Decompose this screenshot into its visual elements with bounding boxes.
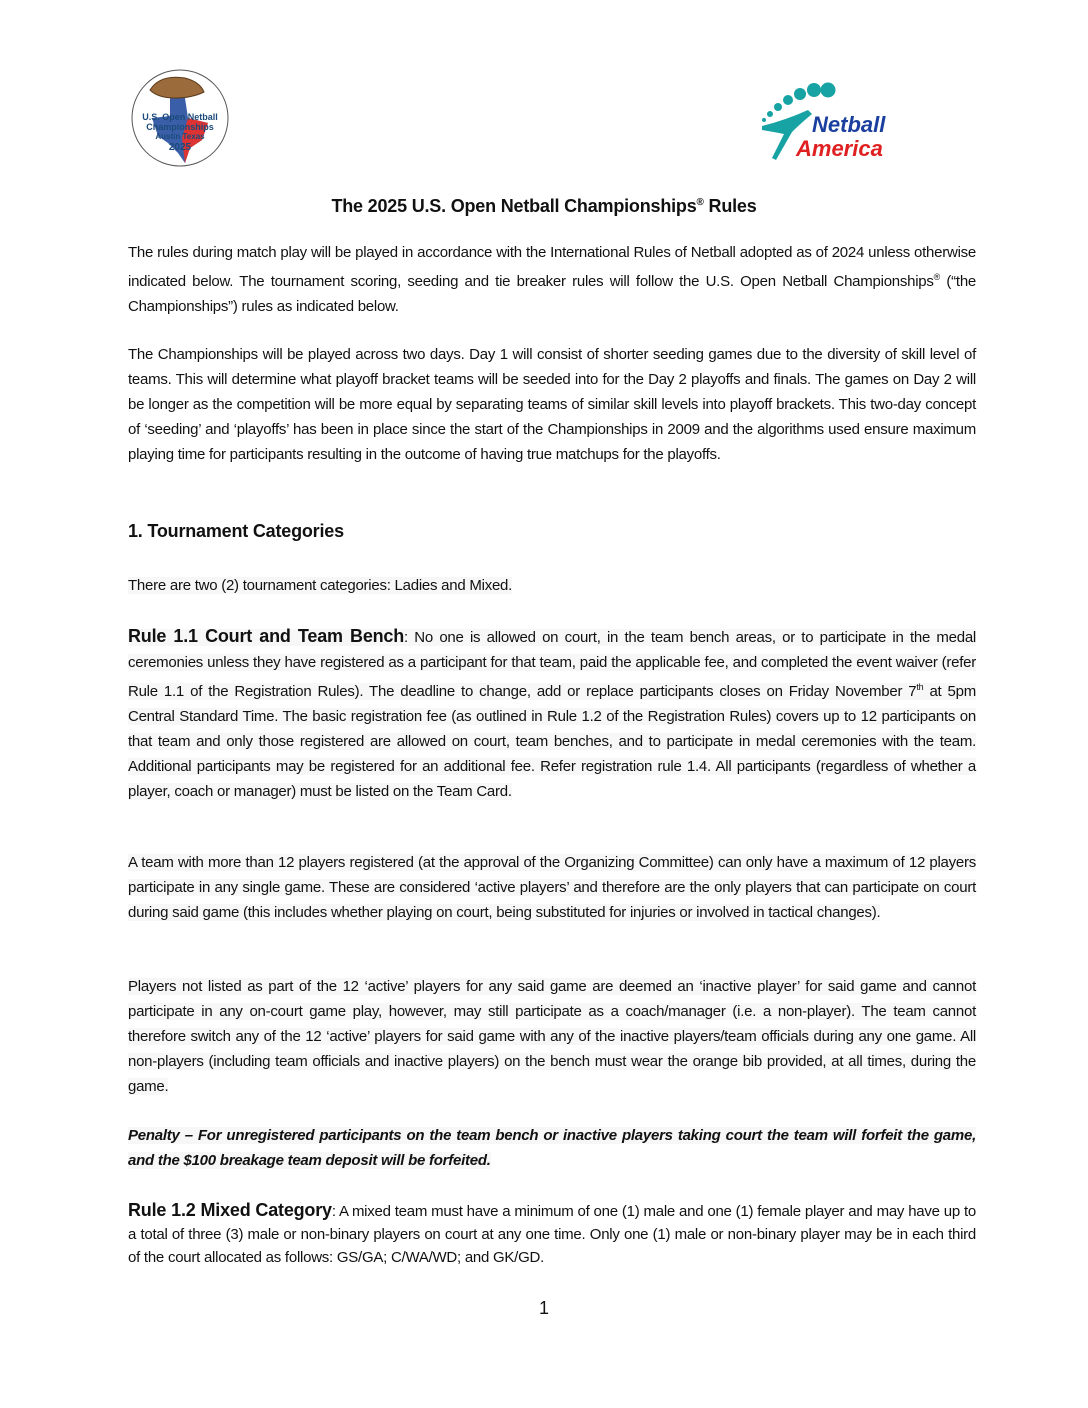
us-open-logo-icon xyxy=(130,68,230,168)
rule-1-1-heading: Rule 1.1 Court and Team Bench xyxy=(128,626,405,646)
svg-text:2025: 2025 xyxy=(168,142,192,153)
svg-text:U.S. Open Netball: U.S. Open Netball xyxy=(142,112,218,122)
rule-1-1-paragraph: Rule 1.1 Court and Team Bench: No one is allowed on court, in the team bench areas, or to participate in the medal ceremonies unless they have registered as a participant for that team, paid the applicable fee, and completed the event waiver (refer Rule 1.1 of the Registration Rules). The deadline to change, add or replace participants closes on Friday November 7th at 5pm Central Standard Time. The basic registration fee (as outlined in Rule 1.2 of the Registration Rules) covers up to 12 participants on that team and only those registered are allowed on court, team benches, and to participate in medal ceremonies with the team. Additional participants may be registered for an additional fee. Refer registration rule 1.4. All participants (regardless of whether a player, coach or manager) must be listed on the Team Card. xyxy=(128,626,976,800)
section-heading-tournament-categories: 1. Tournament Categories xyxy=(128,521,344,541)
svg-text:Championships: Championships xyxy=(146,122,214,132)
page-number: 1 xyxy=(538,1298,549,1318)
svg-text:Austin Texas: Austin Texas xyxy=(155,132,205,141)
rule-1-2-paragraph: Rule 1.2 Mixed Category: A mixed team must have a minimum of one (1) male and one (1) female player and may have up to a total of three (3) male or non-binary players on court at any one time. Only one (1) male or non-binary player may be in each third of the court allocated as follows: GS/GA; C/WA/WD; and GK/GD. xyxy=(128,1200,976,1266)
intro-paragraph-1: The rules during match play will be played in accordance with the International Rules of Netball adopted as of 2024 unless otherwise indicated below. The tournament scoring, seeding and tie breaker rules will follow the U.S. Open Netball Championships® (“the Championships”) rules as indicated below. xyxy=(128,244,977,315)
rule-1-1-active-players-paragraph: A team with more than 12 players registered (at the approval of the Organizing Committee) can only have a maximum of 12 players participate in any single game. These are considered ‘active players’ and therefore are the only players that can participate on court during said game (this includes whether playing on court, being substituted for injuries or involved in tactical changes). xyxy=(128,854,976,921)
netball-america-logo xyxy=(756,80,936,166)
rule-1-2-heading: Rule 1.2 Mixed Category xyxy=(128,1200,332,1220)
svg-text:America: America xyxy=(796,136,883,161)
svg-text:Netball: Netball xyxy=(812,112,886,137)
rule-1-1-inactive-players-paragraph: Players not listed as part of the 12 ‘active’ players for any said game are deemed an ‘inactive player’ for said game and cannot participate in any on-court game play, however, may still participate as a coach/manager (i.e. a non-player). The team cannot therefore switch any of the 12 ‘active’ players for said game with any of the inactive players/team officials during any one game. All non-players (including team officials and inactive players) on the bench must wear the orange bib provided, at all times, during the game. xyxy=(128,978,976,1095)
section-1-text: There are two (2) tournament categories: Ladies and Mixed. xyxy=(128,577,513,594)
intro-paragraph-2: The Championships will be played across two days. Day 1 will consist of shorter seeding games due to the diversity of skill level of teams. This will determine what playoff bracket teams will be seeded into for the Day 2 playoffs and finals. The games on Day 2 will be longer as the competition will be more equal by separating teams of similar skill levels into playoff brackets. This two-day concept of ‘seeding’ and ‘playoffs’ has been in place since the start of the Championships in 2009 and the algorithms used ensure maximum playing time for participants resulting in the outcome of having true matchups for the playoffs. xyxy=(128,346,976,463)
netball-america-logo-icon xyxy=(756,80,936,166)
page-title: The 2025 U.S. Open Netball Championships® Rules xyxy=(331,196,757,216)
us-open-netball-logo xyxy=(130,68,230,168)
rule-1-1-penalty: Penalty – For unregistered participants on the team bench or inactive players taking court the team will forfeit the game, and the $100 breakage team deposit will be forfeited. xyxy=(128,1127,976,1169)
